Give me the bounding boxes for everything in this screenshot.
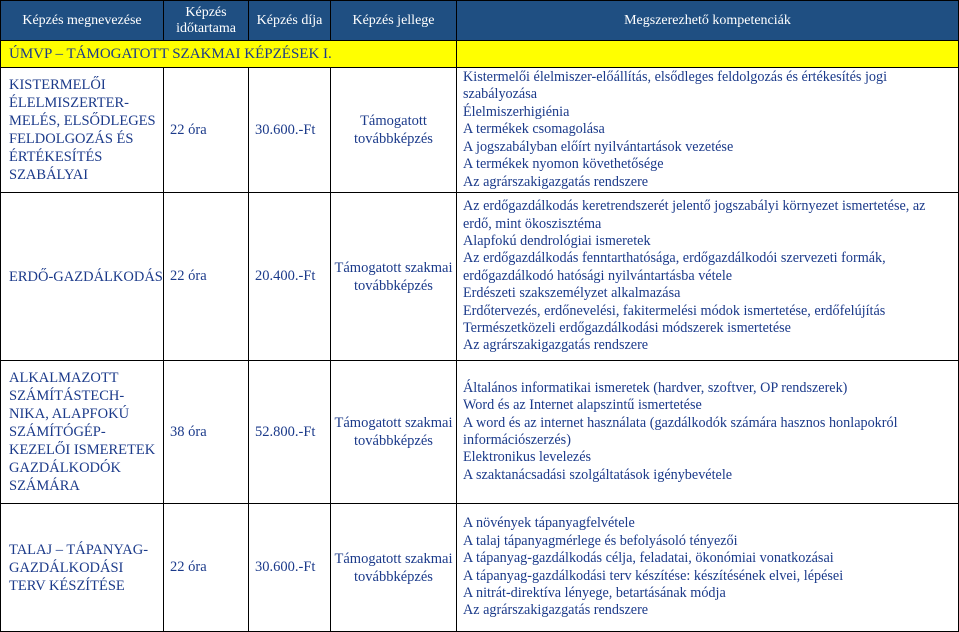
competency-item: A word és az internet használata (gazdálkodók számára hasznos honlapokról információszerzés) [463, 414, 898, 448]
course-name: ERDŐ-GAZDÁLKODÁS [1, 193, 164, 361]
table-row [1, 193, 959, 361]
header-fee: Képzés díja [249, 1, 331, 41]
course-fee: 20.400.-Ft [249, 193, 331, 361]
course-type: Támogatott szakmai továbbképzés [331, 193, 457, 361]
competency-item: Erdészeti szakszemélyzet alkalmazása [463, 285, 681, 302]
header-row [1, 1, 959, 41]
header-type: Képzés jellege [331, 1, 457, 41]
competency-item: Word és az Internet alapszintű ismertetése [463, 397, 702, 414]
competency-item: Általános informatikai ismeretek (hardver, szoftver, OP rendszerek) [463, 379, 848, 396]
competency-list [457, 68, 959, 193]
section-title: ÚMVP – TÁMOGATOTT SZAKMAI KÉPZÉSEK I. [1, 41, 457, 68]
competency-list [457, 504, 959, 632]
competency-item: Élelmiszerhigiénia [463, 103, 570, 120]
header-competencies: Megszerezhető kompetenciák [457, 1, 959, 41]
competency-item: A jogszabályban előírt nyilvántartások vezetése [463, 138, 734, 155]
course-fee: 30.600.-Ft [249, 68, 331, 193]
competency-list [457, 361, 959, 504]
course-fee: 52.800.-Ft [249, 361, 331, 504]
competency-item: Erdőtervezés, erdőnevelési, fakitermelési módok ismertetése, erdőfelújítás [463, 302, 886, 319]
competency-item: Természetközeli erdőgazdálkodási módszerek ismertetése [463, 320, 791, 337]
competency-item: Az agrárszakigazgatás rendszere [463, 173, 649, 190]
competency-item: A talaj tápanyagmérlege és befolyásoló tényezői [463, 532, 738, 549]
competency-item: Alapfokú dendrológiai ismeretek [463, 232, 651, 249]
competency-item: A szaktanácsadási szolgáltatások igénybevétele [463, 466, 733, 483]
course-duration: 22 óra [164, 68, 249, 193]
table-row [1, 68, 959, 193]
course-duration: 38 óra [164, 361, 249, 504]
section-row [1, 41, 959, 68]
table-row [1, 504, 959, 632]
course-type: Támogatott szakmai továbbképzés [331, 361, 457, 504]
course-duration: 22 óra [164, 193, 249, 361]
course-name: ALKALMAZOTT SZÁMÍTÁSTECH-NIKA, ALAPFOKÚ SZÁMÍTÓGÉP-KEZELŐI ISMERETEK GAZDÁLKODÓK SZÁMÁRA [1, 361, 164, 504]
competency-item: Az erdőgazdálkodás fenntarthatósága, erdőgazdálkodói szervezeti formák, erdőgazdálkodó hatósági nyilvántartásba vétele [463, 250, 886, 284]
competency-item: Kistermelői élelmiszer-előállítás, elsődleges feldolgozás és értékesítés jogi szabályozása [463, 69, 888, 103]
section-empty-cell [457, 41, 959, 68]
course-duration: 22 óra [164, 504, 249, 632]
course-name: KISTERMELŐI ÉLELMISZERTER-MELÉS, ELSŐDLEGES FELDOLGOZÁS ÉS ÉRTÉKESÍTÉS SZABÁLYAI [1, 68, 164, 193]
competency-item: A termékek csomagolása [463, 121, 605, 138]
course-type: Támogatott szakmai továbbképzés [331, 504, 457, 632]
header-duration: Képzés időtartama [164, 1, 249, 41]
competency-item: A termékek nyomon követhetősége [463, 156, 664, 173]
competency-list [457, 193, 959, 361]
competency-item: A nitrát-direktíva lényege, betartásának módja [463, 584, 726, 601]
competency-item: Elektronikus levelezés [463, 449, 592, 466]
competency-item: Az erdőgazdálkodás keretrendszerét jelentő jogszabályi környezet ismertetése, az erdő, mint ökoszisztéma [463, 198, 926, 232]
competency-item: Az agrárszakigazgatás rendszere [463, 337, 649, 354]
course-fee: 30.600.-Ft [249, 504, 331, 632]
competency-item: Az agrárszakigazgatás rendszere [463, 602, 649, 619]
course-name: TALAJ – TÁPANYAG-GAZDÁLKODÁSI TERV KÉSZÍTÉSE [1, 504, 164, 632]
course-type: Támogatott továbbképzés [331, 68, 457, 193]
header-name: Képzés megnevezése [1, 1, 164, 41]
competency-item: A növények tápanyagfelvétele [463, 515, 635, 532]
competency-item: A tápanyag-gazdálkodási terv készítése: készítésének elvei, lépései [463, 567, 844, 584]
table-row [1, 361, 959, 504]
competency-item: A tápanyag-gazdálkodás célja, feladatai, ökonómiai vonatkozásai [463, 550, 834, 567]
